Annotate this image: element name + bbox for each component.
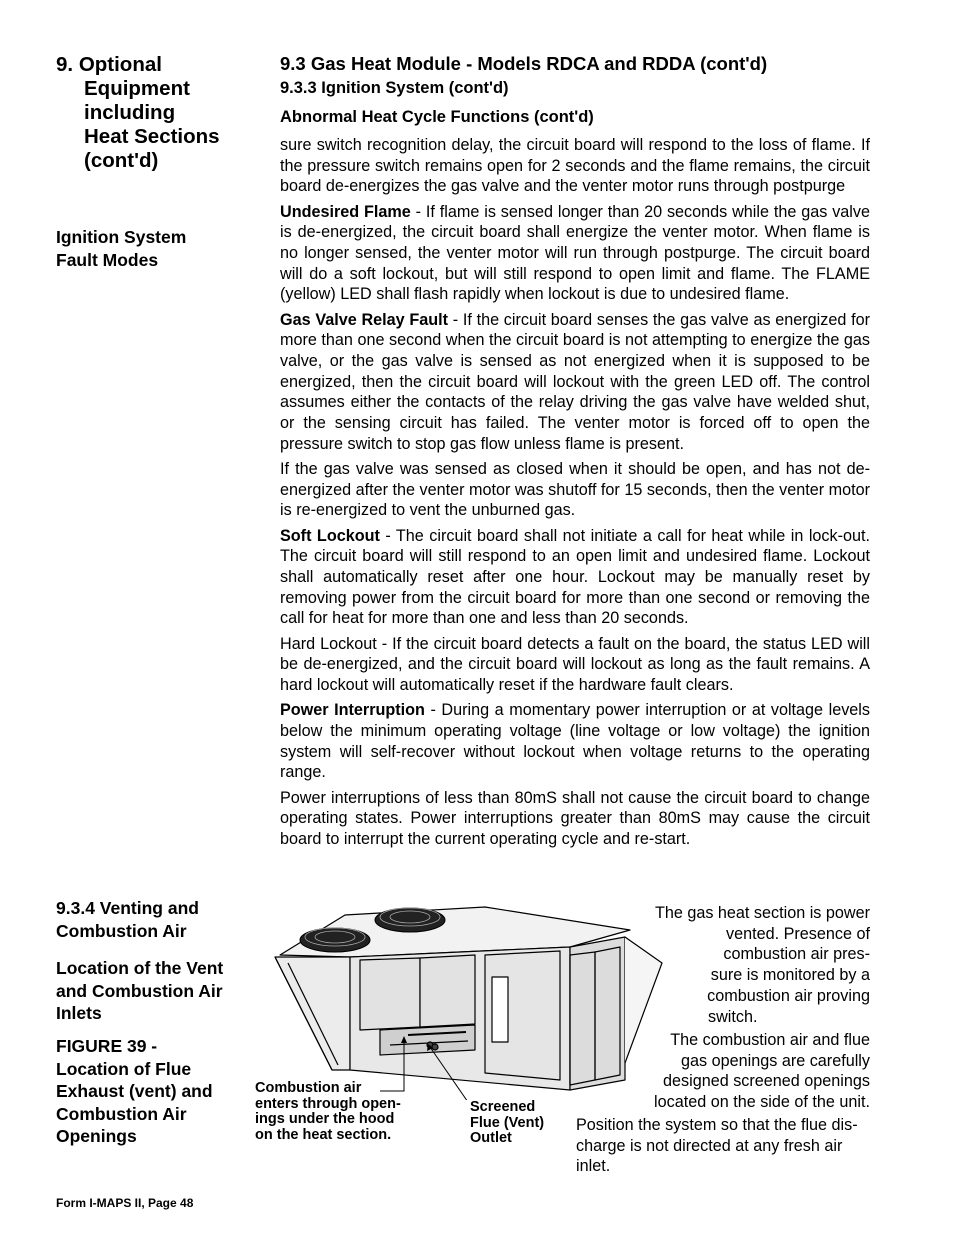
- section-title: 9. Optional Equipment including Heat Sections (cont'd): [56, 53, 220, 172]
- figure-caption: FIGURE 39 - Location of Flue Exhaust (vent) and Combustion Air Openings: [56, 1036, 213, 1146]
- flue-outlet-label: Screened Flue (Vent) Outlet: [470, 1099, 545, 1146]
- condenser-fan-icon: [375, 908, 445, 932]
- power-interruption-paragraph-2: Power interruptions of less than 80mS shall not cause the circuit board to change operating states. Power interruptions greater than 80mS may cause the circuit board to interrupt the current operating cycle and re-start.: [280, 788, 870, 848]
- page-footer: Form I-MAPS II, Page 48: [56, 1196, 194, 1210]
- power-interruption-paragraph: Power Interruption - During a momentary power interruption or at voltage levels below the minimum operating voltage (line voltage or low voltage) the ignition system will self-recover without lockout when voltage returns to the operating range.: [280, 701, 870, 782]
- position-text: Position the system so that the flue dis- charge is not directed at any fresh air inlet.: [576, 1116, 858, 1176]
- condenser-fan-icon: [300, 928, 370, 952]
- combustion-air-label: Combustion air enters through open- ings under the hood on the heat section.: [255, 1080, 401, 1143]
- hard-lockout-paragraph: Hard Lockout - If the circuit board detects a fault on the board, the status LED will be de-energized, and the circuit board will lockout as long as the fault remains. A hard lockout will automatically reset if the hardware fault clears.: [280, 634, 870, 695]
- undesired-flame-paragraph: Undesired Flame - If flame is sensed longer than 20 seconds while the gas valve is de-energized, the circuit board shall energize the venter motor. When flame is no longer sensed, the venter motor will run through postpurge. The circuit board will do a soft lockout, but will still respond to open limit and flame. The FLAME (yellow) LED shall flash rapidly when lockout is due to undesired flame.: [280, 202, 870, 304]
- page-heading: 9.3 Gas Heat Module - Models RDCA and RDDA (cont'd): [280, 53, 768, 74]
- gas-valve-paragraph-2: If the gas valve was sensed as closed when it should be open, and has not de-energized after the venter motor was shutoff for 15 seconds, then the venter motor is re-energized to vent the unburned gas.: [280, 460, 870, 520]
- soft-lockout-paragraph: Soft Lockout - The circuit board shall not initiate a call for heat while in lock-out. The circuit board will still respond to an open limit and undesired flame. Lockout shall automatically reset after one hour. Lockout may be manually reset by removing power from the circuit board for more than one second or removing the call for heat for more than one and less than 20 seconds.: [280, 526, 870, 628]
- main-body: [280, 135, 870, 854]
- openings-text: The combustion air and flue gas openings are carefully designed screened openings located on the side of the unit.: [654, 1031, 870, 1112]
- section-heading: Abnormal Heat Cycle Functions (cont'd): [280, 108, 594, 126]
- gas-valve-paragraph: Gas Valve Relay Fault - If the circuit board senses the gas valve as energized for more than one second when the circuit board is not attempting to energize the gas valve, or the gas valve is sensed as not energized when it is supposed to be energized, then the circuit board will lockout with the green LED off. The control assumes either the contacts of the relay driving the gas valve have welded shut, or the sensing circuit has failed. The venter motor is forced off to open the pressure switch to stop gas flow unless flame is present.: [280, 310, 870, 453]
- fault-modes-heading: Ignition System Fault Modes: [56, 227, 187, 270]
- subheading: 9.3.3 Ignition System (cont'd): [280, 79, 509, 97]
- venting-heading: 9.3.4 Venting and Combustion Air: [56, 898, 199, 941]
- power-vented-text: The gas heat section is power vented. Presence of combustion air pres- sure is monitored by a combustion air proving switch.: [654, 904, 870, 1026]
- section-number: 9.: [56, 53, 74, 76]
- intro-paragraph: sure switch recognition delay, the circuit board will respond to the loss of flame. If the pressure switch remains open for 2 seconds and the flame remains, the circuit board de-energizes the gas valve and the venter motor runs through postpurge: [280, 136, 870, 196]
- location-heading: Location of the Vent and Combustion Air Inlets: [56, 958, 224, 1023]
